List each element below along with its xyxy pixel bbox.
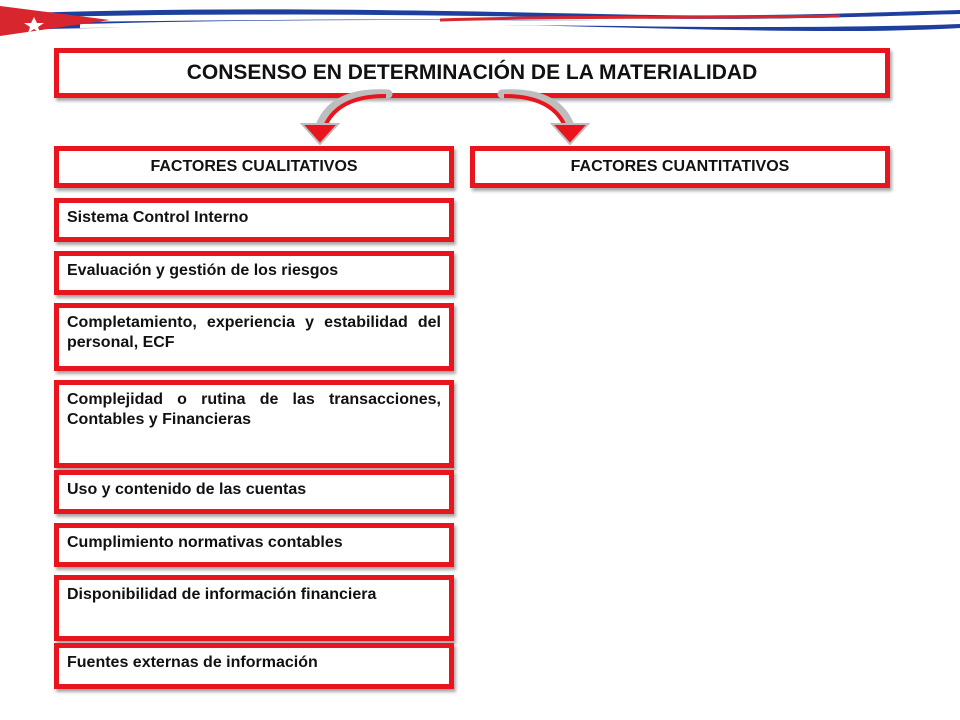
left-curved-arrow [286, 86, 396, 148]
factor-account-usage [54, 470, 454, 514]
qualitative-factors-header [54, 146, 454, 188]
quantitative-factors-header [470, 146, 890, 188]
factor-text: Cumplimiento normativas contables [67, 534, 343, 551]
diagram-title-text: CONSENSO EN DETERMINACIÓN DE LA MATERIALIDAD [186, 61, 758, 84]
factor-text: Disponibilidad de información financiera [67, 586, 377, 603]
flag-banner [0, 0, 960, 40]
factor-accounting-compliance [54, 523, 454, 567]
factor-text: Uso y contenido de las cuentas [67, 481, 307, 498]
right-curved-arrow [494, 86, 604, 148]
factor-text: Evaluación y gestión de los riesgos [67, 262, 339, 279]
diagram-title [54, 48, 890, 98]
factor-text: Fuentes externas de información [67, 654, 318, 671]
factor-transaction-complexity [54, 380, 454, 468]
factor-risk-evaluation [54, 251, 454, 295]
factor-internal-control [54, 198, 454, 242]
factor-external-sources [54, 643, 454, 689]
qualitative-factors-header-text: FACTORES CUALITATIVOS [150, 158, 358, 175]
factor-text: Completamiento, experiencia y estabilidad del personal, ECF [67, 314, 441, 351]
quantitative-factors-header-text: FACTORES CUANTITATIVOS [570, 158, 790, 175]
factor-text: Complejidad o rutina de las transacciones, Contables y Financieras [67, 391, 441, 428]
factor-staff-stability [54, 303, 454, 371]
factor-text: Sistema Control Interno [67, 209, 249, 226]
factor-financial-info-availability [54, 575, 454, 641]
